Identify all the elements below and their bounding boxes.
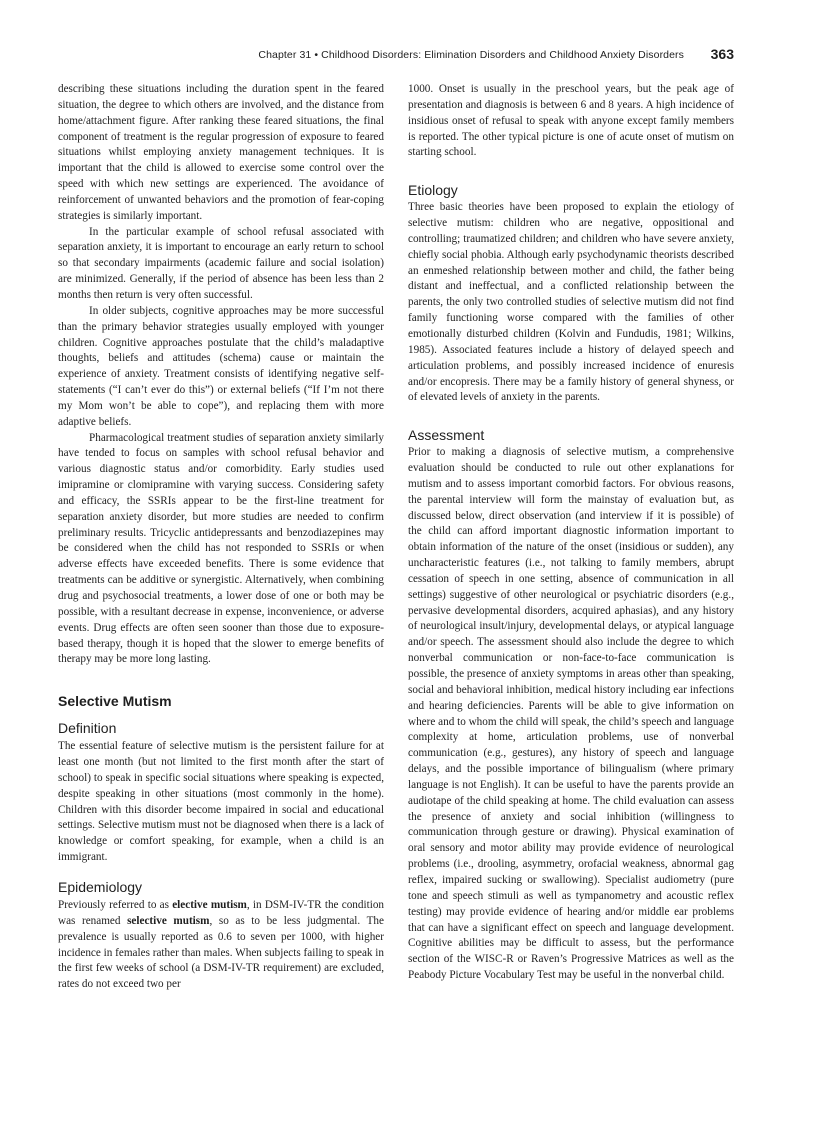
page-header [258, 46, 734, 66]
paragraph-cognitive-approaches: In older subjects, cognitive approaches may be more successful than the primary behavior strategies usually employed with younger children. Cognitive approaches postulate that the child’s maladaptive thoughts, beliefs and attitudes (schema) cause or maintain the experience of anxiety. Treatment consists of identifying negative self-statements (“I can’t ever do this”) or external beliefs (“If I’m not there my Mom won’t be able to cope”), and replacing them with more adaptive beliefs. [58, 304, 384, 428]
page-number: 363 [710, 46, 734, 62]
subheading-etiology: Etiology [408, 182, 458, 199]
running-head: Chapter 31 • Childhood Disorders: Elimination Disorders and Childhood Anxiety Disorders [258, 49, 684, 61]
paragraph-epidemiology: Previously referred to as elective mutism, in DSM-IV-TR the condition was renamed selective mutism, so as to be less judgmental. The prevalence is usually reported as 0.6 to seven per 1000, with higher incidence in females rather than males. When subjects failing to speak in the first few weeks of school (a DSM-IV-TR requirement) are excluded, rates do not exceed two per [58, 898, 385, 991]
paragraph-exposure-ranking: describing these situations including the duration spent in the feared situation, the degree to which others are involved, and the distance from home/attachment figure. After ranking these feared situations, the final component of treatment is the regular progression of exposure to feared situations whilst employing anxiety management techniques. It is important that the child is allowed to exercise some control over the speed with which new settings are experienced. The avoidance of reinforcement of unwanted behaviors and the promotion of fear-coping strategies is similarly important. [58, 83, 384, 222]
subheading-epidemiology: Epidemiology [58, 878, 143, 895]
left-column [58, 82, 384, 993]
subheading-definition: Definition [58, 720, 117, 737]
paragraph-definition: The essential feature of selective mutism is the persistent failure for at least one month (but not limited to the first month after the start of school) to speak in specific social situations where speaking is expected, despite speaking in other situations (most commonly in the home). Children with this disorder become impaired in social and educational settings. Selective mutism must not be diagnosed when there is a lack of knowledge or comfort speaking, for example, when a child is an immigrant. [58, 740, 384, 864]
term-elective-mutism: elective mutism [172, 898, 247, 911]
paragraph-etiology: Three basic theories have been proposed to explain the etiology of selective mutism: children who are negative, oppositional and controlling; traumatized children; and children who have severe anxiety, chiefly social phobia. Although early psychodynamic theorists described an enmeshed relationship between mother and child, the father being distant and ineffectual, and a conflicted relationship between the parents, the only two controlled studies of selective mutism did not find family functioning worse compared with the families of other emotionally disturbed children (Kolvin and Fundudis, 1981; Wilkins, 1985). Associated features include a history of delayed speech and articulation problems, and possibly increased incidence of enuresis and/or encopresis. There may be a family history of general shyness, or of elevated levels of anxiety in the parents. [408, 201, 734, 404]
paragraph-assessment: Prior to making a diagnosis of selective mutism, a comprehensive evaluation should be conducted to rule out other explanations for mutism and to assess important comorbid factors. For obvious reasons, the parental interview will form the mainstay of evaluation but, as discussed below, direct observation (and interview if it is possible) of the child can afford important diagnostic information important to obtain information of the nature of the onset (insidious or sudden), any uncharacteristic features (i.e., not talking to family members, abrupt cessation of speech in one setting, absence of communication in all settings) suggestive of other neurological or psychiatric disorders (e.g., pervasive developmental disorders, acquired aphasias), and any history of neurological insult/injury, developmental delays, or atypical language and/or speech. The assessment should also include the degree to which nonverbal communication or non-face-to-face communication is possible, the presence of anxiety symptoms in areas other than speaking, social and behavioral inhibition, medical history including ear infections and hearing deficiencies. Parents will be able to give information on where and to whom the child will speak, the child’s speech and language complexity at home, articulation problems, use of nonverbal communication (e.g., gestures), any history of speech and language delays, and the possible importance of bilingualism (where primary language is not English). It can be useful to have the parents provide an audiotape of the child speaking at home. The child evaluation can assess the presence of anxiety and social inhibition (willingness to communication through gesture or drawing). Physical examination of oral sensory and motor ability may provide evidence of neurological problems (i.e., drooling, asymmetry, orofacial weakness, abnormal gag reflex, impaired sucking or swallowing). Specialist audiometry (pure tone and speech stimuli as well as tympanometry and acoustic reflex testing) may provide evidence of hearing and/or middle ear problems that can have a significant effect on speech and language development. Cognitive abilities may be difficult to assess, but the performance section of the WISC-R or Raven’s Progressive Matrices as well as the Peabody Picture Vocabulary Test may be useful in the nonverbal child. [408, 446, 734, 982]
paragraph-onset: 1000. Onset is usually in the preschool years, but the peak age of presentation and diagnosis is between 6 and 8 years. A high incidence of insidious onset of refusal to speak with anyone except family members is reported. The other typical picture is one of acute onset of mutism on starting school. [408, 83, 734, 159]
paragraph-pharmacological-treatment: Pharmacological treatment studies of separation anxiety similarly have tended to focus on samples with school refusal behavior and various diagnostic status and/or comorbidity. Early studies used imipramine or clomipramine with varying success. Considering safety and efficacy, the SSRIs appear to be the first-line treatment for separation anxiety disorder, but more studies are needed to confirm preliminary results. Tricyclic antidepressants and benzodiazepines may be considered when the child has not responded to SSRIs or when adverse effects have exceeded benefits. There is some evidence that treatments can be additive or synergistic. Alternatively, when combining drug and psychosocial treatments, a lower dose of one or both may be possible, with a resultant decrease in expense, inconvenience, or adverse events. Drug effects are often seen sooner than those due to exposure-based therapy, though it is hoped that the slower to emerge benefits of therapy may be more long lasting. [58, 431, 384, 666]
paragraph-school-refusal: In the particular example of school refusal associated with separation anxiety, it is important to encourage an early return to school so that secondary impairments (academic failure and social isolation) are minimized. Generally, if the period of absence has been less than 2 months then return is very often successful. [58, 225, 384, 301]
subheading-assessment: Assessment [408, 427, 485, 444]
term-selective-mutism: selective mutism [127, 914, 210, 927]
right-column [408, 82, 734, 984]
section-heading-selective-mutism: Selective Mutism [58, 693, 172, 710]
